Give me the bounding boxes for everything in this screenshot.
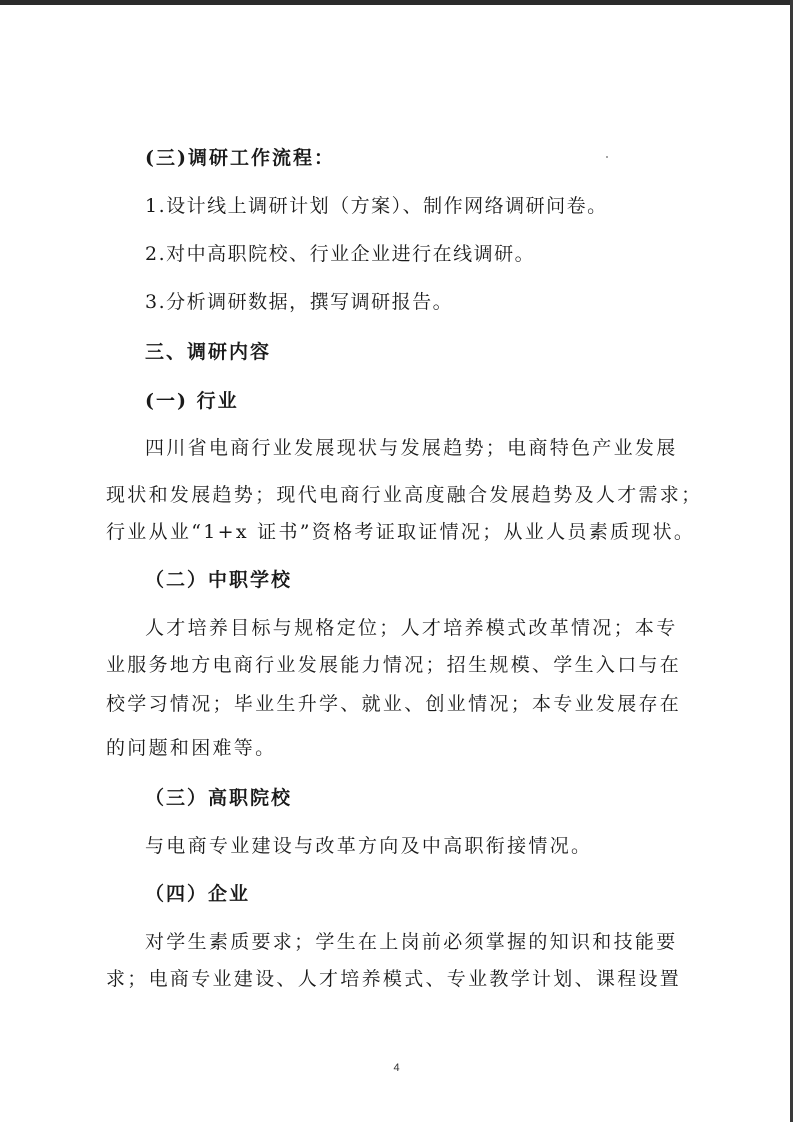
- industry-paragraph-line: 行业从业“1+x 证书”资格考证取证情况；从业人员素质现状。: [106, 521, 696, 543]
- subsection-heading-enterprise: （四）企业: [145, 883, 251, 905]
- subsection-heading-higher-vocational: （三）高职院校: [145, 787, 293, 809]
- secondary-vocational-paragraph-line: 的问题和困难等。: [106, 737, 277, 759]
- enterprise-paragraph-line: 对学生素质要求；学生在上岗前必须掌握的知识和技能要: [145, 931, 678, 953]
- section-heading-research-workflow: (三)调研工作流程：: [145, 147, 335, 169]
- workflow-item-1: 1.设计线上调研计划（方案）、制作网络调研问卷。: [145, 195, 608, 217]
- page-number: 4: [393, 1062, 400, 1074]
- subsection-heading-secondary-vocational: （二）中职学校: [145, 569, 293, 591]
- secondary-vocational-paragraph-line: 业服务地方电商行业发展能力情况；招生规模、学生入口与在: [106, 654, 682, 676]
- scan-border-top: [0, 0, 793, 5]
- enterprise-paragraph-line: 求；电商专业建设、人才培养模式、专业教学计划、课程设置: [106, 968, 682, 990]
- workflow-item-2: 2.对中高职院校、行业企业进行在线调研。: [145, 243, 536, 265]
- industry-paragraph-line: 四川省电商行业发展现状与发展趋势；电商特色产业发展: [145, 437, 678, 459]
- industry-paragraph-line: 现状和发展趋势；现代电商行业高度融合发展趋势及人才需求；: [106, 484, 703, 506]
- workflow-item-3: 3.分析调研数据，撰写调研报告。: [145, 291, 454, 313]
- secondary-vocational-paragraph-line: 人才培养目标与规格定位；人才培养模式改革情况；本专: [145, 617, 678, 639]
- higher-vocational-paragraph-line: 与电商专业建设与改革方向及中高职衔接情况。: [145, 835, 593, 857]
- secondary-vocational-paragraph-line: 校学习情况；毕业生升学、就业、创业情况；本专业发展存在: [106, 693, 682, 715]
- scan-speck: [606, 156, 608, 158]
- subsection-heading-industry: (一) 行业: [145, 390, 239, 412]
- section-heading-research-content: 三、调研内容: [145, 341, 272, 363]
